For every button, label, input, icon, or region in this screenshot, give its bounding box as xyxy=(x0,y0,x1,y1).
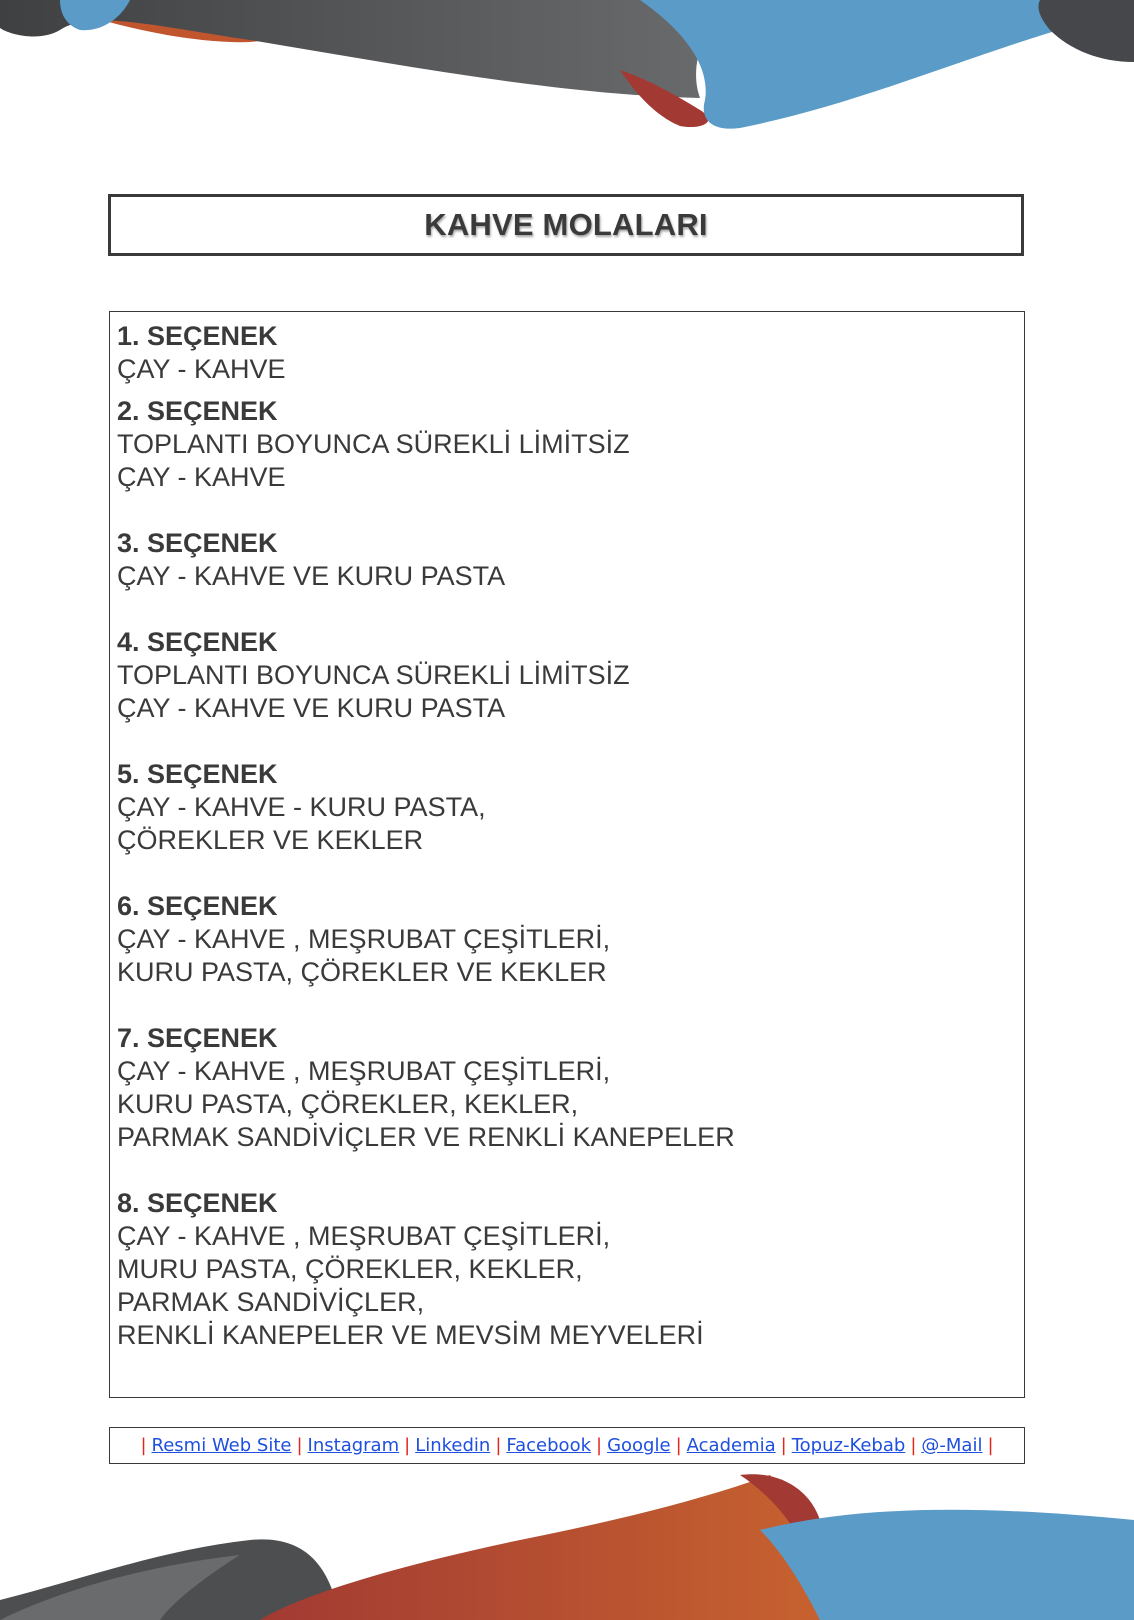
link-google[interactable]: Google xyxy=(607,1435,671,1456)
separator: | xyxy=(596,1435,603,1456)
option-title: 4. SEÇENEK xyxy=(117,627,278,657)
bottom-ribbon-decoration xyxy=(0,1470,1134,1620)
separator: | xyxy=(987,1435,994,1456)
link-email[interactable]: @-Mail xyxy=(921,1435,983,1456)
separator: | xyxy=(296,1435,303,1456)
ribbon-dark-corner xyxy=(1038,0,1134,62)
ribbon-orange-bottom xyxy=(260,1475,840,1620)
option-line: ÇAY - KAHVE xyxy=(117,354,286,384)
option-title: 8. SEÇENEK xyxy=(117,1188,278,1218)
option-title: 5. SEÇENEK xyxy=(117,759,278,789)
option-line: ÇAY - KAHVE , MEŞRUBAT ÇEŞİTLERİ, xyxy=(117,924,611,954)
option-line: KURU PASTA, ÇÖREKLER, KEKLER, xyxy=(117,1089,579,1119)
option-line: KURU PASTA, ÇÖREKLER VE KEKLER xyxy=(117,957,607,987)
link-topuz-kebab[interactable]: Topuz-Kebab xyxy=(791,1435,906,1456)
separator: | xyxy=(675,1435,682,1456)
option-line: ÇAY - KAHVE xyxy=(117,462,286,492)
option-line: ÇAY - KAHVE , MEŞRUBAT ÇEŞİTLERİ, xyxy=(117,1056,611,1086)
option-title: 2. SEÇENEK xyxy=(117,396,278,426)
title-box xyxy=(108,194,1024,256)
option-line: ÇAY - KAHVE VE KURU PASTA xyxy=(117,693,506,723)
option-4 xyxy=(117,626,1024,725)
option-7 xyxy=(117,1022,1024,1154)
option-line: ÇAY - KAHVE - KURU PASTA, xyxy=(117,792,486,822)
option-line: ÇAY - KAHVE VE KURU PASTA xyxy=(117,561,506,591)
option-title: 7. SEÇENEK xyxy=(117,1023,278,1053)
top-ribbon-decoration xyxy=(0,0,1134,135)
option-line: TOPLANTI BOYUNCA SÜREKLİ LİMİTSİZ xyxy=(117,660,630,690)
link-academia[interactable]: Academia xyxy=(686,1435,776,1456)
option-6 xyxy=(117,890,1024,989)
option-3 xyxy=(117,527,1024,593)
option-line: PARMAK SANDİVİÇLER VE RENKLİ KANEPELER xyxy=(117,1122,735,1152)
link-instagram[interactable]: Instagram xyxy=(307,1435,400,1456)
page-title: KAHVE MOLALARI xyxy=(424,207,708,242)
option-line: PARMAK SANDİVİÇLER, xyxy=(117,1287,425,1317)
link-facebook[interactable]: Facebook xyxy=(506,1435,591,1456)
option-2 xyxy=(117,395,1024,494)
option-line: ÇÖREKLER VE KEKLER xyxy=(117,825,424,855)
option-line: ÇAY - KAHVE , MEŞRUBAT ÇEŞİTLERİ, xyxy=(117,1221,611,1251)
option-title: 6. SEÇENEK xyxy=(117,891,278,921)
link-linkedin[interactable]: Linkedin xyxy=(415,1435,491,1456)
footer-links-bar xyxy=(109,1427,1025,1464)
link-resmi-web-site[interactable]: Resmi Web Site xyxy=(151,1435,292,1456)
option-title: 3. SEÇENEK xyxy=(117,528,278,558)
option-title: 1. SEÇENEK xyxy=(117,321,278,351)
option-1 xyxy=(117,320,1024,386)
separator: | xyxy=(404,1435,411,1456)
option-line: RENKLİ KANEPELER VE MEVSİM MEYVELERİ xyxy=(117,1320,704,1350)
option-8 xyxy=(117,1187,1024,1352)
separator: | xyxy=(910,1435,917,1456)
ribbon-blue-bottom xyxy=(760,1510,1134,1620)
separator: | xyxy=(495,1435,502,1456)
separator: | xyxy=(140,1435,147,1456)
separator: | xyxy=(780,1435,787,1456)
option-line: TOPLANTI BOYUNCA SÜREKLİ LİMİTSİZ xyxy=(117,429,630,459)
option-line: MURU PASTA, ÇÖREKLER, KEKLER, xyxy=(117,1254,583,1284)
coffee-break-options-box xyxy=(109,311,1025,1398)
option-5 xyxy=(117,758,1024,857)
